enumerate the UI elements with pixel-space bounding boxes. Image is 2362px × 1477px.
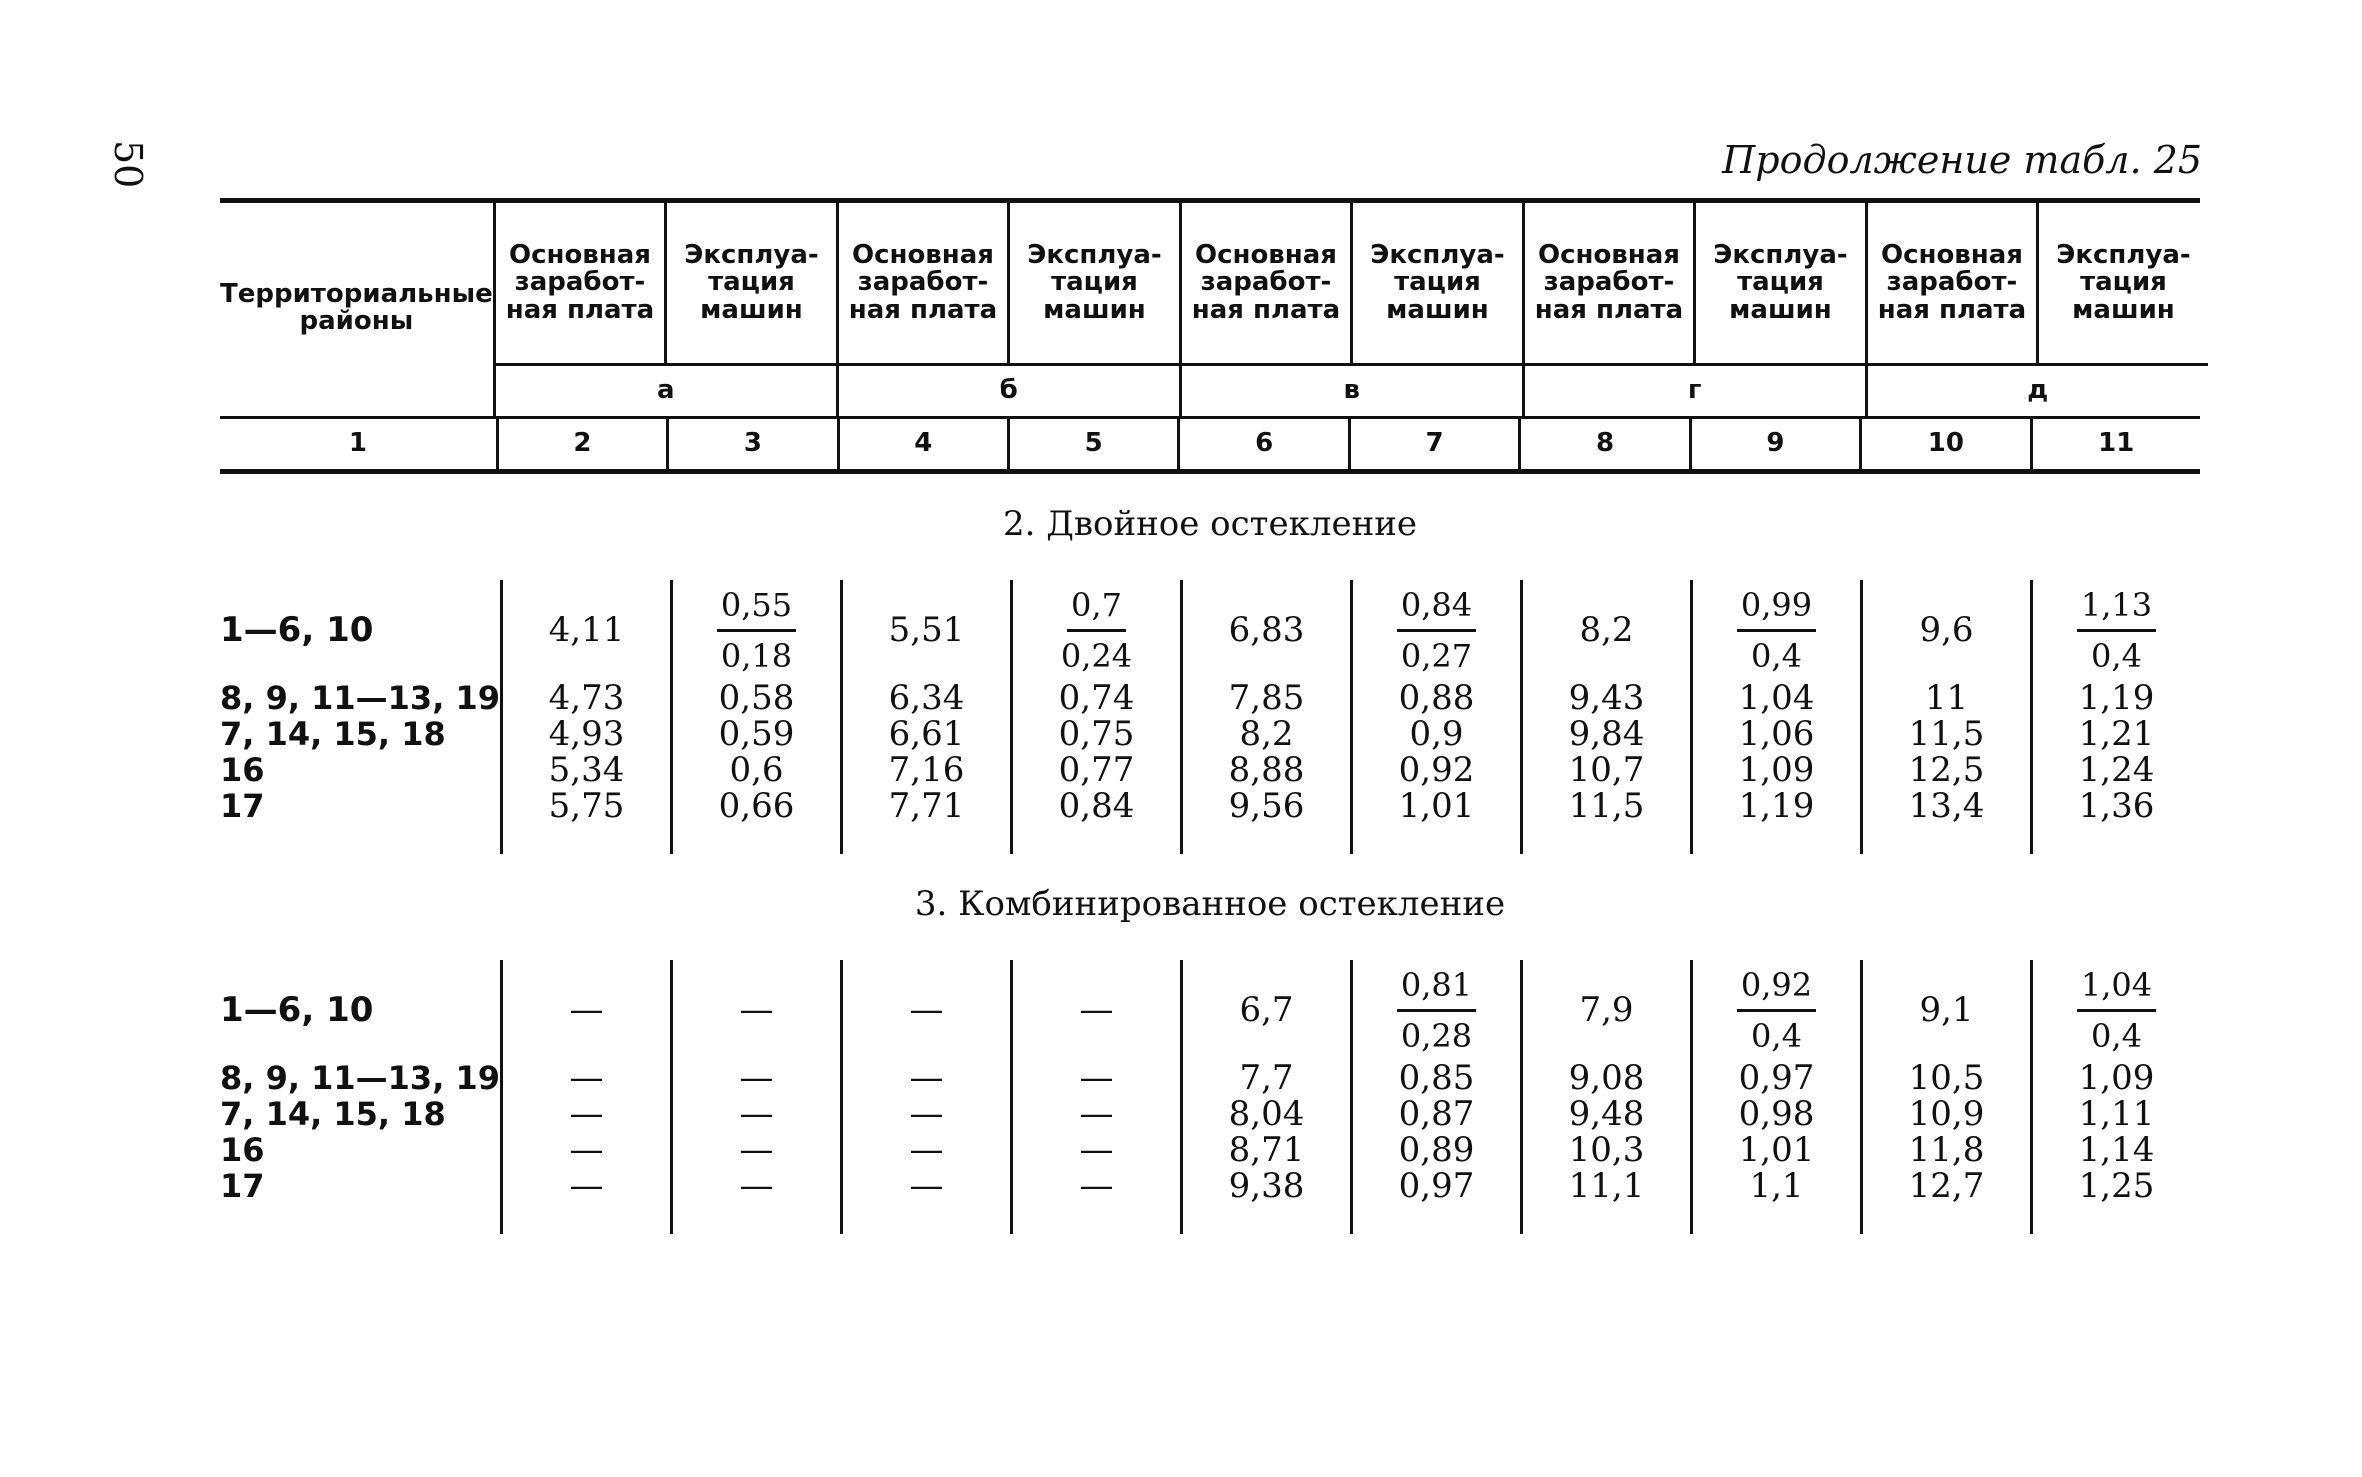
fraction-value xyxy=(1013,580,1180,680)
value-cell: — xyxy=(569,1166,604,1206)
fraction-denominator: 0,24 xyxy=(1060,636,1133,675)
value-cell: — xyxy=(909,1166,944,1206)
value-cell: 0,88 xyxy=(1398,678,1475,718)
value-cell: — xyxy=(569,1130,604,1170)
value-cell: 9,1 xyxy=(1919,990,1974,1030)
value-cell: 0,85 xyxy=(1398,1058,1475,1098)
value-cell: 12,7 xyxy=(1908,1166,1985,1206)
value-cell: 10,3 xyxy=(1568,1130,1645,1170)
salary-column-header: Основная заработ-ная плата xyxy=(1534,240,1684,325)
value-cell: 9,48 xyxy=(1568,1094,1645,1134)
region-cell: 17 xyxy=(220,1167,265,1205)
column-number: 8 xyxy=(1518,419,1688,469)
value-cell: 6,7 xyxy=(1239,990,1294,1030)
value-cell: — xyxy=(739,1058,774,1098)
value-cell: 0,59 xyxy=(718,714,795,754)
value-cell: — xyxy=(1079,1058,1114,1098)
region-cell: 17 xyxy=(220,787,265,825)
data-table xyxy=(220,198,2200,1234)
value-cell: 11,5 xyxy=(1908,714,1985,754)
value-column xyxy=(500,960,670,1234)
column-number: 1 xyxy=(348,428,367,459)
value-cell: 0,6 xyxy=(729,750,784,790)
value-cell: 11,5 xyxy=(1568,786,1645,826)
value-column xyxy=(1350,580,1520,854)
value-cell: 4,11 xyxy=(548,610,625,650)
fraction-numerator: 0,99 xyxy=(1737,581,1816,632)
value-cell: 1,09 xyxy=(1738,750,1815,790)
value-cell: 10,9 xyxy=(1908,1094,1985,1134)
value-column xyxy=(1520,960,1690,1234)
value-cell: 7,9 xyxy=(1579,990,1634,1030)
value-cell: 7,71 xyxy=(888,786,965,826)
fraction-value xyxy=(1693,960,1860,1060)
value-cell: 8,88 xyxy=(1228,750,1305,790)
fraction-numerator: 0,81 xyxy=(1397,961,1476,1012)
value-column xyxy=(1860,960,2030,1234)
column-group-letter: а xyxy=(496,363,836,416)
value-cell: 9,56 xyxy=(1228,786,1305,826)
region-cell: 8, 9, 11—13, 19 xyxy=(220,1059,501,1097)
region-cell: 16 xyxy=(220,1131,265,1169)
value-cell: 1,04 xyxy=(1738,678,1815,718)
value-cell: 8,2 xyxy=(1579,610,1634,650)
column-group-4 xyxy=(1522,203,1865,416)
value-cell: — xyxy=(909,990,944,1030)
value-cell: 0,58 xyxy=(718,678,795,718)
value-cell: 5,34 xyxy=(548,750,625,790)
column-group-letter: б xyxy=(839,363,1179,416)
value-cell: 6,83 xyxy=(1228,610,1305,650)
value-cell: 9,6 xyxy=(1919,610,1974,650)
value-cell: — xyxy=(569,1094,604,1134)
salary-column-header: Основная заработ-ная плата xyxy=(1191,240,1341,325)
value-cell: — xyxy=(1079,1094,1114,1134)
value-cell: — xyxy=(739,1094,774,1134)
column-number: 4 xyxy=(837,419,1007,469)
machine-column-header: Эксплуа-тация машин xyxy=(664,203,836,363)
fraction-numerator: 0,84 xyxy=(1397,581,1476,632)
value-column xyxy=(840,960,1010,1234)
value-cell: 6,34 xyxy=(888,678,965,718)
value-cell: — xyxy=(909,1094,944,1134)
column-number: 7 xyxy=(1348,419,1518,469)
value-cell: 5,75 xyxy=(548,786,625,826)
value-cell: 4,93 xyxy=(548,714,625,754)
column-number: 9 xyxy=(1689,419,1859,469)
value-cell: — xyxy=(909,1058,944,1098)
fraction-numerator: 0,7 xyxy=(1067,581,1126,632)
fraction-denominator: 0,28 xyxy=(1400,1016,1473,1055)
column-group-titles xyxy=(839,203,1179,363)
value-cell: 11 xyxy=(1924,678,1969,718)
value-cell: 5,51 xyxy=(888,610,965,650)
value-cell: 10,5 xyxy=(1908,1058,1985,1098)
value-cell: — xyxy=(739,1166,774,1206)
fraction-denominator: 0,27 xyxy=(1400,636,1473,675)
region-cell: 8, 9, 11—13, 19 xyxy=(220,679,501,717)
column-group-5 xyxy=(1865,203,2208,416)
region-cell: 7, 14, 15, 18 xyxy=(220,1095,446,1133)
region-column-header: Территориальные районы xyxy=(220,278,493,336)
value-cell: 1,19 xyxy=(2078,678,2155,718)
salary-column-header: Основная заработ-ная плата xyxy=(848,240,998,325)
value-cell: 13,4 xyxy=(1908,786,1985,826)
value-cell: 0,77 xyxy=(1058,750,1135,790)
value-cell: 9,43 xyxy=(1568,678,1645,718)
fraction-numerator: 1,13 xyxy=(2077,581,2156,632)
value-column xyxy=(1690,580,1860,854)
value-column xyxy=(1520,580,1690,854)
fraction-value xyxy=(2033,960,2200,1060)
value-cell: 8,71 xyxy=(1228,1130,1305,1170)
salary-column-header: Основная заработ-ная плата xyxy=(1877,240,2027,325)
column-number: 6 xyxy=(1177,419,1347,469)
section-rows xyxy=(220,580,2200,854)
value-cell: 0,75 xyxy=(1058,714,1135,754)
value-cell: 10,7 xyxy=(1568,750,1645,790)
salary-column-header: Основная заработ-ная плата xyxy=(505,240,655,325)
column-group-titles xyxy=(1868,203,2208,363)
value-column xyxy=(840,580,1010,854)
fraction-value xyxy=(1693,580,1860,680)
value-column xyxy=(670,580,840,854)
region-cell: 7, 14, 15, 18 xyxy=(220,715,446,753)
value-column xyxy=(500,580,670,854)
value-cell: 7,85 xyxy=(1228,678,1305,718)
value-cell: 0,84 xyxy=(1058,786,1135,826)
value-cell: 1,19 xyxy=(1738,786,1815,826)
column-group-letter: в xyxy=(1182,363,1522,416)
value-column xyxy=(670,960,840,1234)
value-cell: 0,89 xyxy=(1398,1130,1475,1170)
value-cell: 1,25 xyxy=(2078,1166,2155,1206)
page-number: 50 xyxy=(106,140,150,189)
region-cell: 16 xyxy=(220,751,265,789)
value-column xyxy=(1690,960,1860,1234)
fraction-value xyxy=(1353,960,1520,1060)
value-cell: 0,97 xyxy=(1398,1166,1475,1206)
machine-column-header: Эксплуа-тация машин xyxy=(1693,203,1865,363)
column-group-letter: д xyxy=(1868,363,2208,416)
value-cell: 0,98 xyxy=(1738,1094,1815,1134)
value-cell: 4,73 xyxy=(548,678,625,718)
column-group-titles xyxy=(1525,203,1865,363)
value-cell: — xyxy=(569,990,604,1030)
value-cell: 1,36 xyxy=(2078,786,2155,826)
column-group-1 xyxy=(493,203,836,416)
value-cell: 8,04 xyxy=(1228,1094,1305,1134)
fraction-denominator: 0,4 xyxy=(1751,1016,1802,1055)
value-cell: 11,8 xyxy=(1908,1130,1985,1170)
header-bottom-rule xyxy=(220,469,2200,474)
machine-column-header: Эксплуа-тация машин xyxy=(2036,203,2208,363)
column-number: 11 xyxy=(2030,419,2200,469)
value-cell: 9,38 xyxy=(1228,1166,1305,1206)
value-column xyxy=(1860,580,2030,854)
value-cell: 1,01 xyxy=(1738,1130,1815,1170)
value-cell: 1,09 xyxy=(2078,1058,2155,1098)
machine-column-header: Эксплуа-тация машин xyxy=(1350,203,1522,363)
table-header xyxy=(220,203,2200,474)
table-continuation-caption: Продолжение табл. 25 xyxy=(1722,138,2202,182)
value-column xyxy=(2030,960,2200,1234)
table-body xyxy=(220,504,2200,1234)
region-cell: 1—6, 10 xyxy=(220,610,374,650)
value-cell: 9,08 xyxy=(1568,1058,1645,1098)
value-cell: 1,24 xyxy=(2078,750,2155,790)
fraction-denominator: 0,4 xyxy=(2091,1016,2142,1055)
value-cell: 0,97 xyxy=(1738,1058,1815,1098)
region-column xyxy=(220,580,500,854)
value-cell: 7,7 xyxy=(1239,1058,1294,1098)
value-cell: 1,01 xyxy=(1398,786,1475,826)
value-cell: — xyxy=(909,1130,944,1170)
value-cell: 12,5 xyxy=(1908,750,1985,790)
value-cell: 9,84 xyxy=(1568,714,1645,754)
region-cell: 1—6, 10 xyxy=(220,990,374,1030)
value-column xyxy=(1180,960,1350,1234)
value-column xyxy=(1350,960,1520,1234)
fraction-value xyxy=(2033,580,2200,680)
value-cell: 1,14 xyxy=(2078,1130,2155,1170)
value-cell: 0,87 xyxy=(1398,1094,1475,1134)
fraction-numerator: 1,04 xyxy=(2077,961,2156,1012)
value-cell: 1,21 xyxy=(2078,714,2155,754)
value-cell: 1,1 xyxy=(1749,1166,1804,1206)
value-cell: — xyxy=(739,990,774,1030)
value-cell: 6,61 xyxy=(888,714,965,754)
fraction-denominator: 0,4 xyxy=(1751,636,1802,675)
section-title: 3. Комбинированное остекление xyxy=(914,884,1506,924)
header-title-row xyxy=(220,203,2200,416)
value-cell: — xyxy=(1079,990,1114,1030)
value-cell: 0,66 xyxy=(718,786,795,826)
column-number: 2 xyxy=(496,419,666,469)
column-group-titles xyxy=(1182,203,1522,363)
section-rows xyxy=(220,960,2200,1234)
value-cell: 1,11 xyxy=(2078,1094,2155,1134)
value-cell: 0,9 xyxy=(1409,714,1464,754)
value-column xyxy=(1010,960,1180,1234)
value-cell: — xyxy=(569,1058,604,1098)
fraction-value xyxy=(1353,580,1520,680)
value-column xyxy=(1180,580,1350,854)
column-group-letter: г xyxy=(1525,363,1865,416)
value-cell: 8,2 xyxy=(1239,714,1294,754)
column-number: 3 xyxy=(666,419,836,469)
column-number: 10 xyxy=(1859,419,2029,469)
value-cell: — xyxy=(739,1130,774,1170)
value-cell: — xyxy=(1079,1166,1114,1206)
value-cell: — xyxy=(1079,1130,1114,1170)
fraction-denominator: 0,4 xyxy=(2091,636,2142,675)
value-column xyxy=(2030,580,2200,854)
machine-column-header: Эксплуа-тация машин xyxy=(1007,203,1179,363)
fraction-numerator: 0,92 xyxy=(1737,961,1816,1012)
section-title: 2. Двойное остекление xyxy=(1002,504,1418,544)
value-column xyxy=(1010,580,1180,854)
column-group-2 xyxy=(836,203,1179,416)
region-column xyxy=(220,960,500,1234)
column-group-3 xyxy=(1179,203,1522,416)
fraction-numerator: 0,55 xyxy=(717,581,796,632)
column-group-titles xyxy=(496,203,836,363)
value-cell: 0,92 xyxy=(1398,750,1475,790)
fraction-denominator: 0,18 xyxy=(720,636,793,675)
value-cell: 1,06 xyxy=(1738,714,1815,754)
value-cell: 7,16 xyxy=(888,750,965,790)
column-number-row xyxy=(220,419,2200,469)
value-cell: 0,74 xyxy=(1058,678,1135,718)
fraction-value xyxy=(673,580,840,680)
column-number: 5 xyxy=(1007,419,1177,469)
value-cell: 11,1 xyxy=(1568,1166,1645,1206)
